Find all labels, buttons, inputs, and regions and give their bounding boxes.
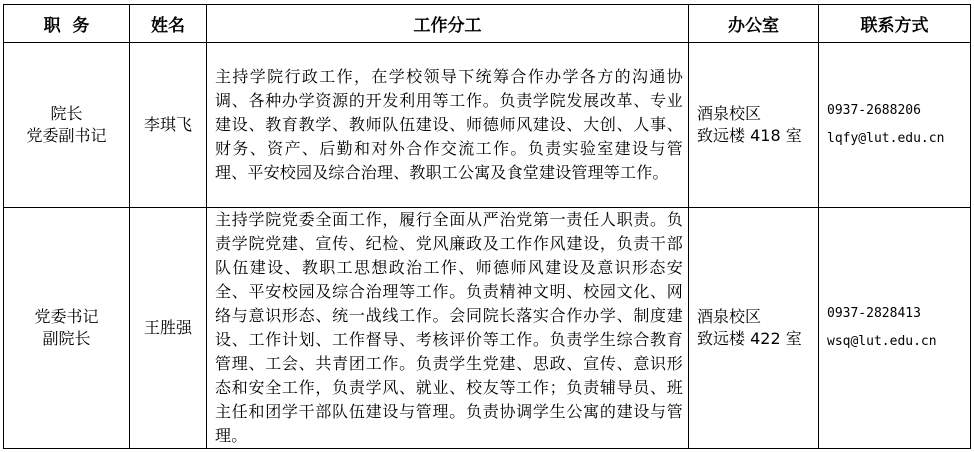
name-cell: 王胜强 xyxy=(130,208,207,449)
phone-number: 0937-2688206 xyxy=(827,103,921,118)
header-office: 办公室 xyxy=(689,5,819,43)
staff-duties-table xyxy=(3,4,971,449)
position-cell xyxy=(4,43,130,208)
header-contact: 联系方式 xyxy=(819,5,971,43)
office-cell xyxy=(689,208,819,449)
duties-cell: 主持学院行政工作，在学校领导下统筹合作办学各方的沟通协调、各种办学资源的开发利用等工作。负责学院发展改革、专业建设、教育教学、教师队伍建设、师德师风建设、大创、人事、财务、资产、后勤和对外合作交流工作。负责实验室建设与管理、平安校园及综合治理、教职工公寓及食堂建设管理等工作。 xyxy=(207,43,689,208)
phone-number: 0937-2828413 xyxy=(827,306,921,321)
office-cell xyxy=(689,43,819,208)
contact-cell xyxy=(819,208,971,449)
table-row xyxy=(4,208,971,449)
table-row xyxy=(4,43,971,208)
header-position: 职 务 xyxy=(4,5,130,43)
position-line: 党委副书记 xyxy=(26,126,107,145)
header-name: 姓名 xyxy=(130,5,207,43)
contact-cell xyxy=(819,43,971,208)
position-cell xyxy=(4,208,130,449)
name-cell: 李琪飞 xyxy=(130,43,207,208)
email-address: wsq@lut.edu.cn xyxy=(827,334,937,349)
office-campus: 酒泉校区 xyxy=(697,307,762,326)
position-line: 党委书记 xyxy=(34,307,99,326)
email-address: lqfy@lut.edu.cn xyxy=(827,131,945,146)
office-room: 致远楼 418 室 xyxy=(697,126,802,145)
header-row xyxy=(4,5,971,43)
office-room: 致远楼 422 室 xyxy=(697,329,802,348)
position-line: 院长 xyxy=(50,104,83,123)
position-line: 副院长 xyxy=(42,329,91,348)
duties-cell: 主持学院党委全面工作，履行全面从严治党第一责任人职责。负责学院党建、宣传、纪检、党风廉政及工作作风建设，负责干部队伍建设、教职工思想政治工作、师德师风建设及意识形态安全、平安校园及综合治理等工作。负责精神文明、校园文化、网络与意识形态、统一战线工作。会同院长落实合作办学、制度建设、工作计划、工作督导、考核评价等工作。负责学生综合教育管理、工会、共青团工作。负责学生党建、思政、宣传、意识形态和安全工作，负责学风、就业、校友等工作；负责辅导员、班主任和团学干部队伍建设与管理。负责协调学生公寓的建设与管理。 xyxy=(207,208,689,449)
header-duties: 工作分工 xyxy=(207,5,689,43)
office-campus: 酒泉校区 xyxy=(697,104,762,123)
